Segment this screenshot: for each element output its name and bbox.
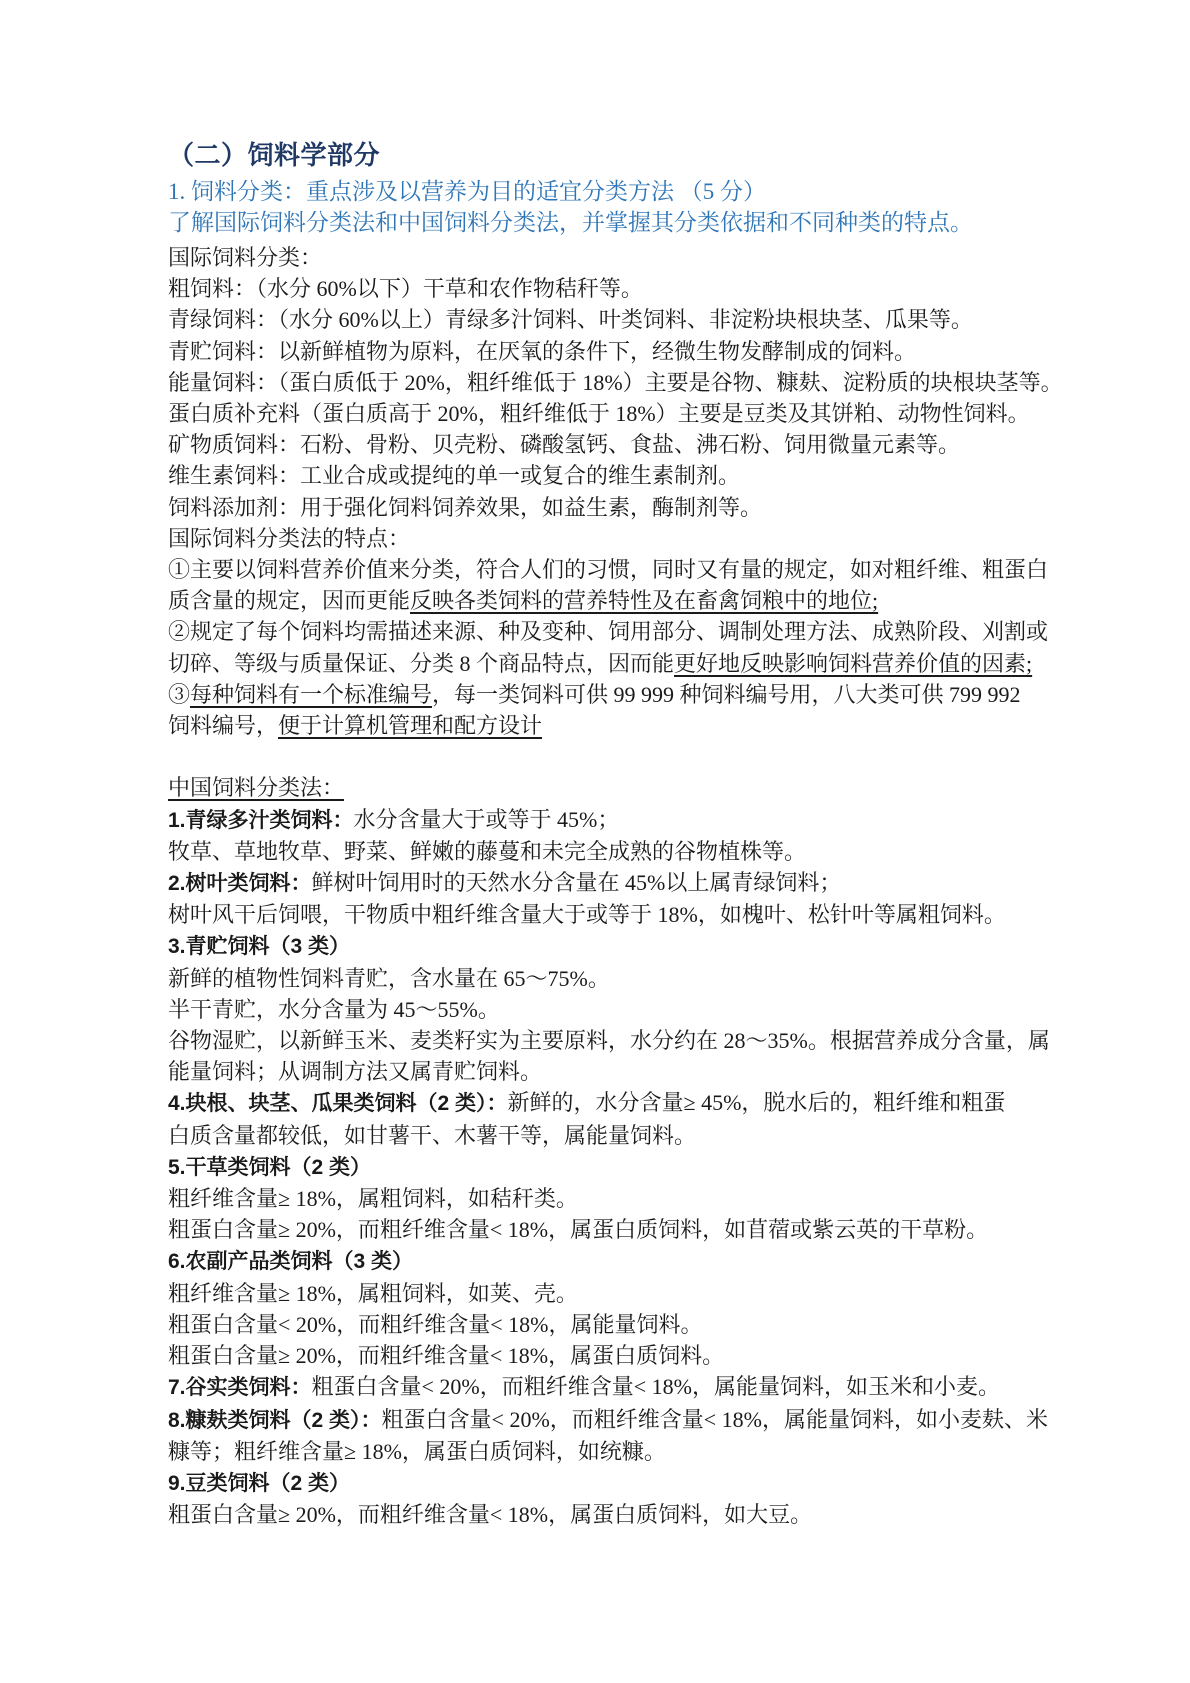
text-line bbox=[168, 1245, 1036, 1277]
text-line bbox=[168, 1120, 1036, 1151]
text-segment: 8.糠麸类饲料（2 类）： bbox=[168, 1408, 382, 1432]
text-segment: 粗蛋白含量≥ 20%，而粗纤维含量< 18%，属蛋白质饲料，如大豆。 bbox=[168, 1502, 813, 1528]
text-segment: 3.青贮饲料（3 类） bbox=[168, 935, 351, 959]
text-segment: 糠等；粗纤维含量≥ 18%，属蛋白质饲料，如统糠。 bbox=[168, 1438, 666, 1464]
text-segment: 粗蛋白含量< 20%，而粗纤维含量< 18%，属能量饲料。 bbox=[168, 1311, 703, 1337]
topic-description: 了解国际饲料分类法和中国饲料分类法，并掌握其分类依据和不同种类的特点。 bbox=[168, 209, 973, 235]
text-line bbox=[168, 804, 1036, 836]
text-line bbox=[168, 398, 1036, 429]
text-line bbox=[168, 242, 1036, 273]
text-segment: 粗纤维含量≥ 18%，属粗饲料，如荚、壳。 bbox=[168, 1280, 578, 1306]
text-line bbox=[168, 1371, 1036, 1403]
text-line bbox=[168, 523, 1036, 554]
text-line bbox=[168, 1151, 1036, 1183]
text-segment: 质含量的规定，因而更能 bbox=[168, 588, 411, 614]
text-segment: 粗蛋白含量≥ 20%，而粗纤维含量< 18%，属蛋白质饲料，如苜蓿或紫云英的干草粉。 bbox=[168, 1217, 989, 1243]
text-segment: 新鲜的植物性饲料青贮，含水量在 65～75%。 bbox=[168, 965, 610, 991]
text-segment: 青绿饲料：（水分 60%以上）青绿多汁饲料、叶类饲料、非淀粉块根块茎、瓜果等。 bbox=[168, 307, 973, 333]
text-segment: 国际饲料分类法的特点： bbox=[168, 525, 411, 551]
text-segment: 饲料编号， bbox=[168, 713, 279, 739]
text-segment: 粗饲料：（水分 60%以下）干草和农作物秸秆等。 bbox=[168, 276, 643, 302]
text-line bbox=[168, 836, 1036, 867]
text-segment: 5.干草类饲料（2 类） bbox=[168, 1155, 372, 1179]
text-segment: 半干青贮，水分含量为 45～55%。 bbox=[168, 996, 500, 1022]
text-segment: 饲料添加剂：用于强化饲料饲养效果，如益生素，酶制剂等。 bbox=[168, 494, 763, 520]
section-heading: （二）饲料学部分 bbox=[168, 140, 381, 170]
text-line bbox=[168, 679, 1036, 710]
text-line bbox=[168, 899, 1036, 930]
text-segment: ①主要以饲料营养价值来分类，符合人们的习惯，同时又有量的规定，如对粗纤维、粗蛋白 bbox=[168, 557, 1049, 583]
text-segment: 更好地反映影响饲料营养价值的因素; bbox=[674, 650, 1033, 676]
text-segment: 青贮饲料：以新鲜植物为原料，在厌氧的条件下，经微生物发酵制成的饲料。 bbox=[168, 338, 917, 364]
text-line bbox=[168, 1183, 1036, 1214]
topic-heading: 1. 饲料分类：重点涉及以营养为目的适宜分类方法 （5 分） bbox=[168, 179, 766, 204]
text-segment: 谷物湿贮，以新鲜玉米、麦类籽实为主要原料，水分约在 28～35%。根据营养成分含量，属 bbox=[168, 1028, 1050, 1054]
text-line bbox=[168, 492, 1036, 523]
text-line bbox=[168, 616, 1049, 647]
text-line bbox=[168, 1214, 1036, 1245]
text-line bbox=[168, 1404, 1048, 1436]
text-segment: 1.青绿多汁类饲料： bbox=[168, 808, 354, 832]
text-line bbox=[168, 930, 1036, 962]
text-segment: 切碎、等级与质量保证、分类 8 个商品特点，因而能 bbox=[168, 650, 675, 676]
text-line bbox=[168, 867, 1036, 899]
text-segment: 4.块根、块茎、瓜果类饲料（2 类）： bbox=[168, 1092, 508, 1116]
text-segment: 牧草、草地牧草、野菜、鲜嫩的藤蔓和未完全成熟的谷物植株等。 bbox=[168, 838, 807, 864]
text-line bbox=[168, 1025, 1050, 1056]
text-segment: 便于计算机管理和配方设计 bbox=[278, 713, 543, 739]
text-segment: 能量饲料；从调制方法又属青贮饲料。 bbox=[168, 1059, 543, 1085]
text-segment: 蛋白质补充料（蛋白质高于 20%，粗纤维低于 18%）主要是豆类及其饼粕、动物性饲料。 bbox=[168, 401, 1030, 427]
text-segment: 粗蛋白含量< 20%，而粗纤维含量< 18%，属能量饲料，如玉米和小麦。 bbox=[311, 1374, 1000, 1400]
text-line bbox=[168, 460, 1036, 491]
text-segment: 水分含量大于或等于 45%； bbox=[353, 806, 620, 832]
text-line bbox=[168, 1278, 1036, 1309]
text-segment: 6.农副产品类饲料（3 类） bbox=[168, 1250, 414, 1274]
text-segment: ③ bbox=[168, 681, 191, 707]
text-line bbox=[168, 554, 1049, 585]
blank-line bbox=[168, 741, 1036, 772]
text-segment: 7.谷实类饲料： bbox=[168, 1376, 312, 1400]
text-segment: 粗蛋白含量≥ 20%，而粗纤维含量< 18%，属蛋白质饲料。 bbox=[168, 1343, 725, 1369]
text-segment: 白质含量都较低，如甘薯干、木薯干等，属能量饲料。 bbox=[168, 1122, 697, 1148]
text-line bbox=[168, 648, 1036, 679]
text-line bbox=[168, 1499, 1036, 1530]
text-line bbox=[168, 1467, 1036, 1499]
text-line bbox=[168, 429, 1036, 460]
text-line bbox=[168, 1340, 1036, 1371]
text-segment: 维生素饲料：工业合成或提纯的单一或复合的维生素制剂。 bbox=[168, 463, 741, 489]
text-segment: ②规定了每个饲料均需描述来源、种及变种、饲用部分、调制处理方法、成熟阶段、刈割或 bbox=[168, 619, 1049, 645]
text-segment: 矿物质饲料：石粉、骨粉、贝壳粉、磷酸氢钙、食盐、沸石粉、饲用微量元素等。 bbox=[168, 432, 961, 458]
text-segment: 能量饲料：（蛋白质低于 20%，粗纤维低于 18%）主要是谷物、糠麸、淀粉质的块根块茎等。 bbox=[168, 369, 1063, 395]
text-line bbox=[168, 710, 1036, 741]
document-body bbox=[168, 242, 1063, 1530]
text-segment: 每种饲料有一个标准编号 bbox=[190, 681, 433, 707]
text-line bbox=[168, 367, 1063, 398]
text-segment: 粗纤维含量≥ 18%，属粗饲料，如秸秆类。 bbox=[168, 1186, 578, 1212]
text-line bbox=[168, 772, 1036, 803]
text-segment: 国际饲料分类： bbox=[168, 245, 323, 270]
text-line bbox=[168, 1436, 1036, 1467]
text-line bbox=[168, 1087, 1036, 1119]
text-segment: ，每一类饲料可供 99 999 种饲料编号用，八大类可供 799 992 bbox=[432, 681, 1021, 707]
text-segment: 反映各类饲料的营养特性及在畜禽饲粮中的地位; bbox=[410, 588, 879, 614]
text-line bbox=[168, 1056, 1036, 1087]
text-line bbox=[168, 994, 1036, 1025]
text-segment: 树叶风干后饲喂，干物质中粗纤维含量大于或等于 18%，如槐叶、松针叶等属粗饲料。 bbox=[168, 902, 1006, 928]
text-segment: 新鲜的，水分含量≥ 45%，脱水后的，粗纤维和粗蛋 bbox=[507, 1090, 1006, 1116]
text-line bbox=[168, 336, 1036, 367]
text-line bbox=[168, 585, 1036, 616]
text-line bbox=[168, 273, 1036, 304]
text-segment: 粗蛋白含量< 20%，而粗纤维含量< 18%，属能量饲料，如小麦麸、米 bbox=[381, 1406, 1048, 1432]
text-segment: 9.豆类饲料（2 类） bbox=[168, 1471, 351, 1495]
text-segment: 2.树叶类饲料： bbox=[168, 872, 312, 896]
document-content bbox=[168, 138, 1063, 1530]
text-segment: 鲜树叶饲用时的天然水分含量在 45%以上属青绿饲料； bbox=[311, 870, 842, 896]
text-line bbox=[168, 963, 1036, 994]
text-line bbox=[168, 304, 1036, 335]
text-segment: 中国饲料分类法： bbox=[168, 775, 345, 801]
text-line bbox=[168, 1309, 1036, 1340]
